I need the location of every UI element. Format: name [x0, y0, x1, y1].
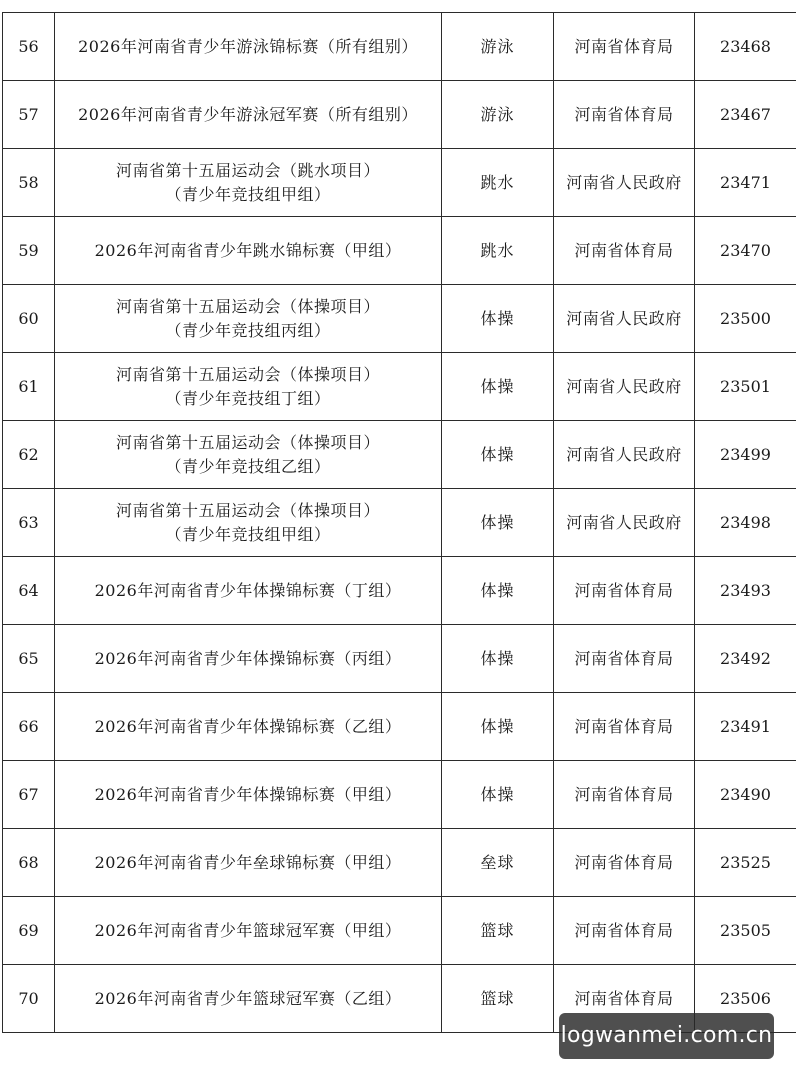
table-row	[3, 557, 796, 625]
table-row	[3, 897, 796, 965]
event-code-cell: 23506	[695, 965, 796, 1033]
event-name-cell	[55, 557, 442, 625]
organizer-cell: 河南省人民政府	[554, 421, 695, 489]
event-code-cell: 23492	[695, 625, 796, 693]
row-number-cell: 65	[3, 625, 55, 693]
row-number-cell: 62	[3, 421, 55, 489]
row-number-cell: 58	[3, 149, 55, 217]
organizer-cell: 河南省体育局	[554, 217, 695, 285]
event-name-cell	[55, 761, 442, 829]
table-row	[3, 625, 796, 693]
event-code-cell: 23468	[695, 13, 796, 81]
event-code-cell: 23493	[695, 557, 796, 625]
organizer-cell: 河南省人民政府	[554, 489, 695, 557]
table-row	[3, 421, 796, 489]
sport-cell: 体操	[442, 421, 554, 489]
event-name-line: 2026年河南省青少年跳水锦标赛（甲组）	[94, 240, 402, 260]
organizer-cell: 河南省人民政府	[554, 285, 695, 353]
event-name-line: （青少年竞技组甲组）	[165, 524, 331, 544]
organizer-cell: 河南省体育局	[554, 557, 695, 625]
event-name-line: （青少年竞技组丁组）	[165, 388, 331, 408]
table-row	[3, 285, 796, 353]
row-number-cell: 61	[3, 353, 55, 421]
table-row	[3, 149, 796, 217]
sport-cell: 篮球	[442, 897, 554, 965]
table-row	[3, 761, 796, 829]
sport-cell: 垒球	[442, 829, 554, 897]
sport-cell: 游泳	[442, 81, 554, 149]
event-name-cell	[55, 625, 442, 693]
event-name-cell	[55, 489, 442, 557]
event-name-cell	[55, 693, 442, 761]
organizer-cell: 河南省体育局	[554, 693, 695, 761]
event-name-line: 河南省第十五届运动会（跳水项目）	[115, 160, 380, 180]
organizer-cell: 河南省体育局	[554, 829, 695, 897]
event-name-cell	[55, 13, 442, 81]
sport-cell: 体操	[442, 353, 554, 421]
event-code-cell: 23491	[695, 693, 796, 761]
organizer-cell: 河南省体育局	[554, 965, 695, 1033]
event-name-line: 2026年河南省青少年垒球锦标赛（甲组）	[94, 852, 402, 872]
organizer-cell: 河南省体育局	[554, 625, 695, 693]
event-name-line: 2026年河南省青少年体操锦标赛（甲组）	[94, 784, 402, 804]
table-row	[3, 693, 796, 761]
event-code-cell: 23467	[695, 81, 796, 149]
event-name-line: 河南省第十五届运动会（体操项目）	[115, 296, 380, 316]
event-table-body	[3, 13, 796, 1033]
row-number-cell: 56	[3, 13, 55, 81]
sport-cell: 游泳	[442, 13, 554, 81]
sport-cell: 体操	[442, 557, 554, 625]
row-number-cell: 66	[3, 693, 55, 761]
event-code-cell: 23498	[695, 489, 796, 557]
organizer-cell: 河南省人民政府	[554, 149, 695, 217]
event-name-cell	[55, 965, 442, 1033]
event-name-cell	[55, 421, 442, 489]
event-name-line: 2026年河南省青少年体操锦标赛（丁组）	[94, 580, 402, 600]
row-number-cell: 68	[3, 829, 55, 897]
table-row	[3, 353, 796, 421]
table-row	[3, 829, 796, 897]
sport-cell: 体操	[442, 693, 554, 761]
sport-cell: 跳水	[442, 149, 554, 217]
event-code-cell: 23490	[695, 761, 796, 829]
event-code-cell: 23500	[695, 285, 796, 353]
event-name-line: 河南省第十五届运动会（体操项目）	[115, 500, 380, 520]
event-name-cell	[55, 149, 442, 217]
event-name-line: 2026年河南省青少年游泳冠军赛（所有组别）	[78, 104, 418, 124]
row-number-cell: 64	[3, 557, 55, 625]
organizer-cell: 河南省体育局	[554, 81, 695, 149]
sport-cell: 跳水	[442, 217, 554, 285]
organizer-cell: 河南省人民政府	[554, 353, 695, 421]
event-code-cell: 23471	[695, 149, 796, 217]
event-code-cell: 23470	[695, 217, 796, 285]
sport-cell: 篮球	[442, 965, 554, 1033]
table-row	[3, 489, 796, 557]
event-code-cell: 23525	[695, 829, 796, 897]
row-number-cell: 57	[3, 81, 55, 149]
event-name-line: 河南省第十五届运动会（体操项目）	[115, 432, 380, 452]
event-code-cell: 23499	[695, 421, 796, 489]
organizer-cell: 河南省体育局	[554, 13, 695, 81]
row-number-cell: 67	[3, 761, 55, 829]
sport-cell: 体操	[442, 625, 554, 693]
row-number-cell: 70	[3, 965, 55, 1033]
event-name-cell	[55, 81, 442, 149]
table-row	[3, 217, 796, 285]
site-watermark: logwanmei.com.cn	[559, 1013, 774, 1059]
event-name-line: 2026年河南省青少年游泳锦标赛（所有组别）	[78, 36, 418, 56]
event-name-line: （青少年竞技组丙组）	[165, 320, 331, 340]
row-number-cell: 63	[3, 489, 55, 557]
event-name-line: （青少年竞技组甲组）	[165, 184, 331, 204]
event-name-line: 2026年河南省青少年体操锦标赛（乙组）	[94, 716, 402, 736]
event-code-cell: 23505	[695, 897, 796, 965]
event-name-line: （青少年竞技组乙组）	[165, 456, 331, 476]
event-name-cell	[55, 897, 442, 965]
event-name-cell	[55, 353, 442, 421]
event-name-cell	[55, 285, 442, 353]
event-name-line: 2026年河南省青少年篮球冠军赛（甲组）	[94, 920, 402, 940]
event-code-cell: 23501	[695, 353, 796, 421]
event-name-cell	[55, 829, 442, 897]
table-row	[3, 13, 796, 81]
table-row	[3, 81, 796, 149]
sport-cell: 体操	[442, 285, 554, 353]
event-name-cell	[55, 217, 442, 285]
event-name-line: 河南省第十五届运动会（体操项目）	[115, 364, 380, 384]
organizer-cell: 河南省体育局	[554, 897, 695, 965]
sport-cell: 体操	[442, 761, 554, 829]
event-name-line: 2026年河南省青少年体操锦标赛（丙组）	[94, 648, 402, 668]
row-number-cell: 69	[3, 897, 55, 965]
event-table	[2, 12, 796, 1033]
row-number-cell: 60	[3, 285, 55, 353]
event-name-line: 2026年河南省青少年篮球冠军赛（乙组）	[94, 988, 402, 1008]
organizer-cell: 河南省体育局	[554, 761, 695, 829]
sport-cell: 体操	[442, 489, 554, 557]
row-number-cell: 59	[3, 217, 55, 285]
